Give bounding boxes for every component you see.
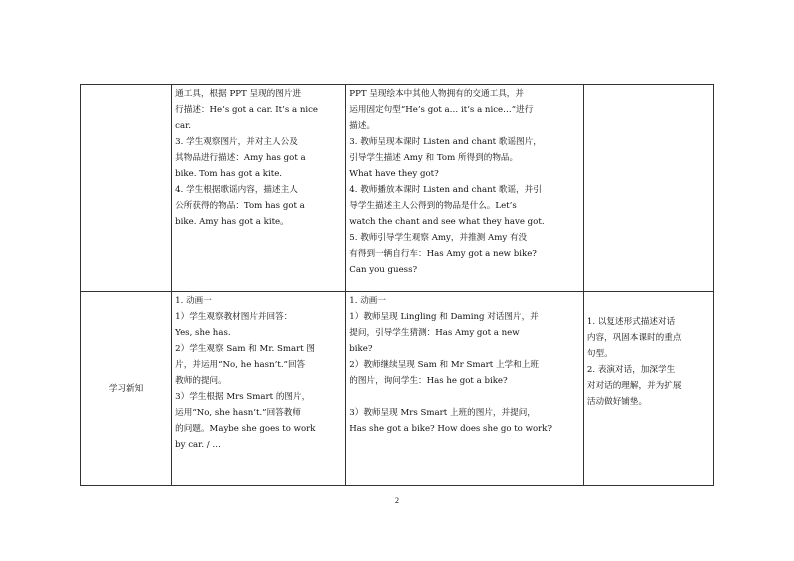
text-line: 引导学生描述 Amy 和 Tom 所得到的物品。 (349, 153, 519, 163)
text-line: 片，并运用“No, he hasn’t.”回答 (175, 360, 306, 370)
text-line: 1. 以复述形式描述对话 (586, 317, 676, 327)
text-line: 提问，引导学生猜测：Has Amy got a new (349, 328, 520, 338)
student-activity-cell (172, 85, 346, 292)
text-line: Has she got a bike? How does she go to work? (349, 424, 553, 434)
text-line: 2）教师继续呈现 Sam 和 Mr Smart 上学和上班 (349, 360, 539, 370)
text-line: 3）学生根据 Mrs Smart 的图片， (175, 392, 311, 402)
purpose-cell (583, 85, 713, 292)
text-line: car. (175, 121, 191, 131)
text-line (349, 389, 580, 405)
teacher-activity-lines (349, 293, 580, 437)
teacher-activity-lines (349, 86, 580, 278)
text-line: Can you guess? (349, 265, 418, 275)
text-line: 1）学生观察教材图片并回答： (175, 312, 293, 322)
text-line: 的问题。Maybe she goes to work (175, 424, 316, 434)
text-line: 4. 教师播放本课时 Listen and chant 歌谣，并引 (349, 185, 542, 195)
text-line: 导学生描述主人公得到的物品是什么。Let’s (349, 201, 517, 211)
text-line: 3. 学生观察图片，并对主人公及 (175, 137, 298, 147)
text-line: 其物品进行描述：Amy has got a (175, 153, 306, 163)
text-line: 1）教师呈现 Lingling 和 Daming 对话图片，并 (349, 312, 539, 322)
text-line: What have they got? (349, 169, 439, 179)
text-line: 的图片，询问学生：Has he got a bike? (349, 376, 508, 386)
student-activity-cell (172, 292, 346, 486)
text-line: watch the chant and see what they have got. (349, 217, 545, 227)
lesson-plan-table (80, 84, 714, 486)
text-line: 对对话的理解，并为扩展 (586, 381, 682, 391)
page-number: 2 (395, 496, 399, 505)
text-line: 描述。 (349, 121, 376, 131)
text-line: 3）教师呈现 Mrs Smart 上班的图片，并提问， (349, 408, 536, 418)
text-line: bike? (349, 344, 373, 354)
text-line: 行描述：He’s got a car. It’s a nice (175, 105, 319, 115)
student-activity-lines (175, 86, 342, 230)
text-line: 4. 学生根据歌谣内容，描述主人 (175, 185, 298, 195)
text-line: 教师的提问。 (175, 376, 227, 386)
teacher-activity-cell (346, 292, 584, 486)
table-row (81, 292, 714, 486)
text-line: 3. 教师呈现本课时 Listen and chant 歌谣图片， (349, 137, 542, 147)
text-line: 1. 动画一 (175, 296, 212, 306)
text-line: bike. Tom has got a kite. (175, 169, 283, 179)
text-line: 通工具，根据 PPT 呈现的图片进 (175, 89, 302, 99)
text-line: Yes, she has. (175, 328, 231, 338)
text-line: 2）学生观察 Sam 和 Mr. Smart 图 (175, 344, 316, 354)
text-line: 2. 表演对话，加深学生 (586, 365, 676, 375)
purpose-lines (587, 314, 710, 410)
purpose-cell (583, 292, 713, 486)
text-line: 公所获得的物品：Tom has got a (175, 201, 305, 211)
student-activity-lines (175, 293, 342, 453)
text-line: 活动做好铺垫。 (586, 397, 648, 407)
text-line: 1. 动画一 (349, 296, 386, 306)
table-row (81, 85, 714, 292)
teacher-activity-cell (346, 85, 584, 292)
text-line: 5. 教师引导学生观察 Amy，并推测 Amy 有没 (349, 233, 528, 243)
text-line: 句型。 (586, 349, 613, 359)
text-line: by car. / … (175, 440, 222, 450)
text-line: 内容，巩固本课时的重点 (586, 333, 682, 343)
text-line: PPT 呈现绘本中其他人物拥有的交通工具，并 (349, 89, 524, 99)
text-line: 有得到一辆自行车：Has Amy got a new bike? (349, 249, 537, 259)
stage-cell (81, 85, 172, 292)
text-line: bike. Amy has got a kite。 (175, 217, 289, 227)
text-line: 运用“No, she hasn’t.”回答教师 (175, 408, 301, 418)
text-line: 运用固定句型“He’s got a… it’s a nice…”进行 (349, 105, 534, 115)
stage-cell: 学习新知 (81, 292, 172, 486)
